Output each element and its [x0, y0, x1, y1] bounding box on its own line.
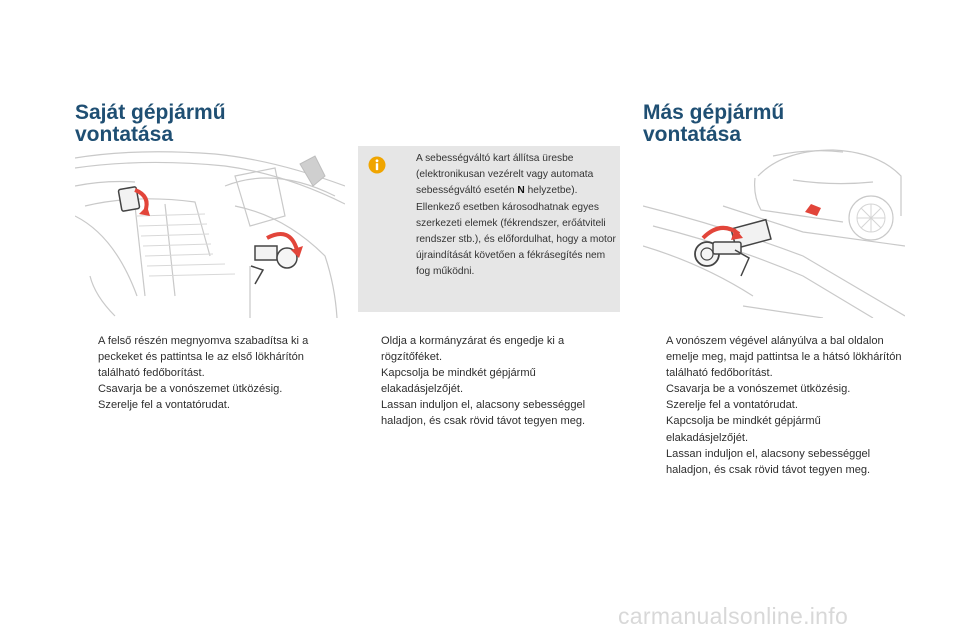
- list-item: [358, 397, 620, 429]
- section-title-own-vehicle-towing: [75, 102, 226, 146]
- list-item: [643, 381, 905, 397]
- info-icon: [368, 156, 386, 174]
- step-text: Oldja a kormányzárat és engedje ki a rögzítőféket.: [381, 335, 565, 364]
- list-item: [358, 365, 620, 397]
- gear-position: N: [517, 185, 525, 197]
- list-item: [643, 413, 905, 445]
- title-line: vontatása: [643, 123, 742, 146]
- step-text: Csavarja be a vonószemet ütközésig.: [666, 383, 851, 396]
- step-text: A vonószem végével alányúlva a bal oldalon emelje meg, majd pattintsa le a hátsó lökhárítón található fedőborítást.: [666, 335, 902, 380]
- step-text: Csavarja be a vonószemet ütközésig.: [98, 383, 283, 396]
- step-text: Lassan induljon el, alacsony sebességgel haladjon, és csak rövid távot tegyen meg.: [381, 399, 586, 428]
- list-item: [643, 333, 905, 381]
- steps-towing-general: [358, 333, 620, 430]
- title-line: Saját gépjármű: [75, 101, 226, 124]
- step-text: A felső részén megnyomva szabadítsa ki a peckeket és pattintsa le az első lökhárítón található fedőborítást.: [98, 335, 309, 380]
- step-text: Kapcsolja be mindkét gépjármű elakadásjelzőjét.: [381, 367, 536, 396]
- title-line: Más gépjármű: [643, 101, 785, 124]
- info-text: [416, 151, 616, 281]
- list-item: [75, 333, 347, 381]
- info-box: [358, 146, 620, 312]
- list-item: [643, 397, 905, 413]
- rear-bumper-illustration: [643, 146, 905, 318]
- list-item: [75, 397, 347, 413]
- front-bumper-illustration: [75, 146, 345, 318]
- step-text: Kapcsolja be mindkét gépjármű elakadásjelzőjét.: [666, 415, 821, 444]
- info-text-part: A sebességváltó kart állítsa üresbe (elektronikusan vezérelt vagy automata sebességváltó esetén: [416, 153, 594, 197]
- steps-own-vehicle: [75, 333, 347, 413]
- list-item: [75, 381, 347, 397]
- watermark: carmanualsonline.info: [618, 603, 849, 629]
- steps-other-vehicle: [643, 333, 905, 478]
- step-text: Lassan induljon el, alacsony sebességgel haladjon, és csak rövid távot tegyen meg.: [666, 447, 871, 476]
- info-text-part: helyzetbe). Ellenkező esetben károsodhatnak egyes szerkezeti elemek (fékrendszer, erőátviteli rendszer stb.), és előfordulhat, hogy a motor újraindítását követően a fékrásegítés nem fog működni.: [416, 185, 616, 278]
- step-text: Szerelje fel a vontatórudat.: [666, 399, 798, 412]
- title-line: vontatása: [75, 123, 174, 146]
- list-item: [643, 446, 905, 478]
- list-item: [358, 333, 620, 365]
- step-text: Szerelje fel a vontatórudat.: [98, 399, 230, 412]
- section-title-other-vehicle-towing: [643, 102, 784, 146]
